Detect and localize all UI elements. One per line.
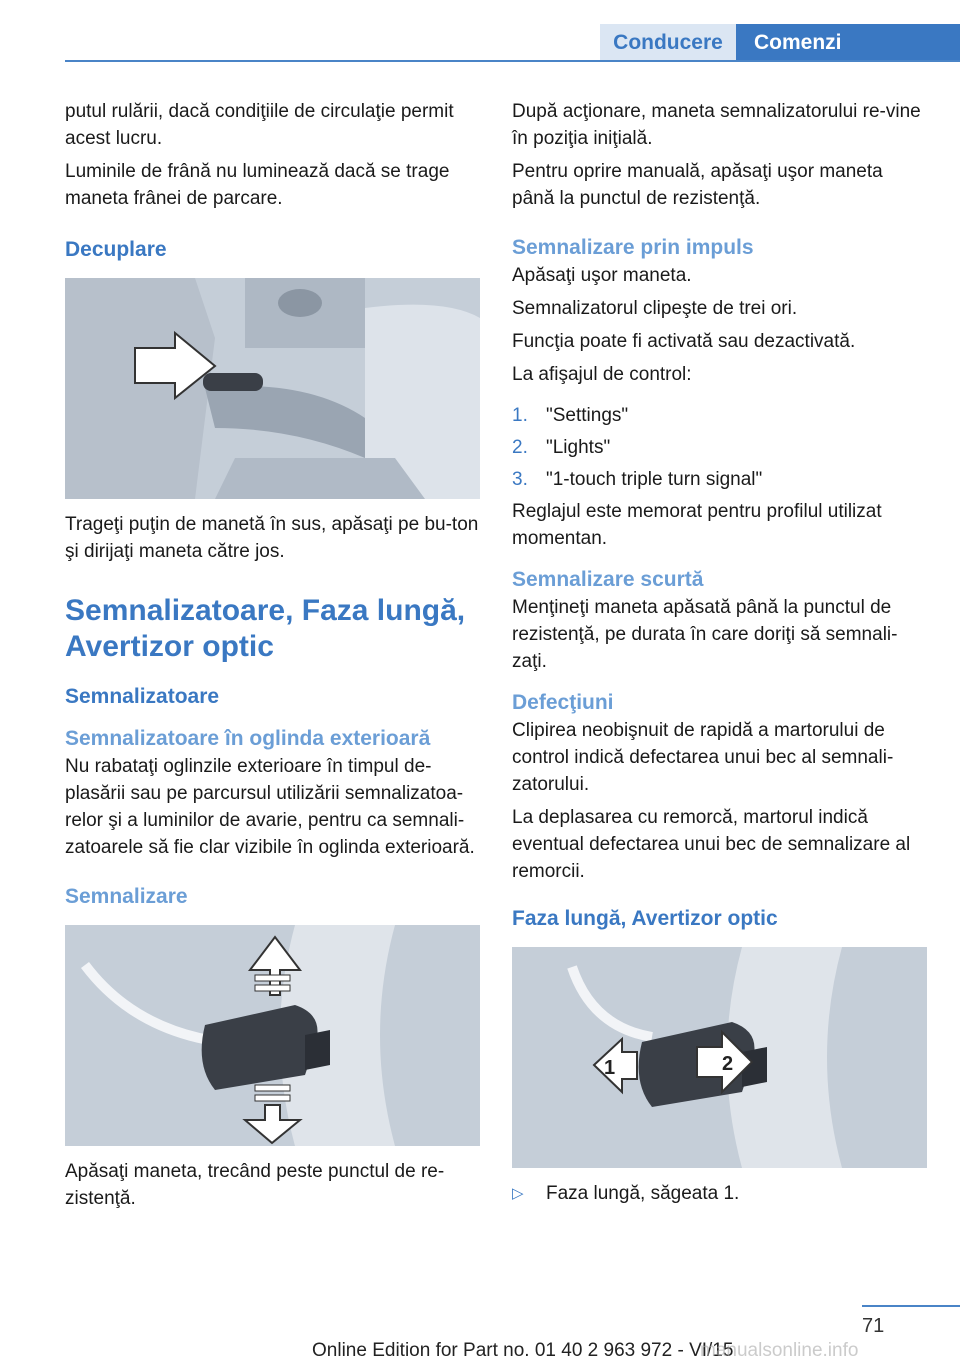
list-text: "Settings" (546, 405, 629, 426)
list-item (512, 466, 930, 493)
parking-brake-illustration (65, 278, 480, 499)
footer-rule (862, 1305, 960, 1307)
paragraph: La afişajul de control: (512, 364, 692, 385)
list-text: "1-touch triple turn signal" (546, 469, 763, 490)
list-text: "Lights" (546, 437, 611, 458)
edition-text: Online Edition for Part no. 01 40 2 963 972 - VI/15 (312, 1340, 734, 1361)
paragraph: La deplasarea cu remorcă, martorul indică eventual defectarea unui bec de semnalizare al remorcii. (512, 807, 911, 882)
heading-defectiuni: Defecţiuni (512, 691, 614, 714)
paragraph: Funcţia poate fi activată sau dezactivată. (512, 331, 856, 352)
paragraph: Menţineţi maneta apăsată până la punctul de rezistenţă, pe durata în care doriţi să semnali-zaţi. (512, 597, 898, 672)
watermark: manualsonline.info (700, 1340, 859, 1361)
paragraph: Apăsaţi uşor maneta. (512, 265, 692, 286)
paragraph: Reglajul este memorat pentru profilul utilizat momentan. (512, 501, 882, 549)
settings-steps-list (512, 402, 930, 493)
list-item (512, 434, 930, 461)
list-number: 2. (512, 437, 528, 458)
paragraph: putul rulării, dacă condiţiile de circulaţie permit acest lucru. (65, 101, 454, 149)
heading-main: Semnalizatoare, Faza lungă, Avertizor optic (65, 594, 466, 663)
paragraph: Luminile de frână nu luminează dacă se trage maneta frânei de parcare. (65, 161, 450, 209)
heading-oglinda: Semnalizatoare în oglinda exterioară (65, 727, 431, 750)
heading-faza: Faza lungă, Avertizor optic (512, 907, 778, 930)
list-number: 3. (512, 469, 528, 490)
heading-impuls: Semnalizare prin impuls (512, 236, 754, 259)
paragraph: Clipirea neobişnuit de rapidă a martorului de control indică defectarea unui bec al semnali-zatorului. (512, 720, 894, 795)
paragraph: Pentru oprire manuală, apăsaţi uşor maneta până la punctul de rezistenţă. (512, 161, 883, 209)
turn-signal-illustration (65, 925, 480, 1146)
arrow-2-label: 2 (722, 1053, 734, 1075)
heading-scurta: Semnalizare scurtă (512, 568, 704, 591)
high-beam-illustration (512, 947, 927, 1168)
list-item (512, 402, 930, 429)
page-number: 71 (862, 1315, 885, 1337)
paragraph: Nu rabataţi oglinzile exterioare în timpul de-plasării sau pe parcursul utilizării semnalizatoa-relor şi a luminilor de avarie, pentru ca semnali-zatoarele să fie clar vizibile în oglinda exterioară. (65, 756, 475, 858)
right-column (512, 98, 930, 1207)
heading-decuplare: Decuplare (65, 238, 167, 261)
tab-comenzi[interactable]: Comenzi (736, 24, 960, 60)
bullet-text: Faza lungă, săgeata 1. (546, 1183, 740, 1204)
header-rule (65, 60, 960, 62)
paragraph: Apăsaţi maneta, trecând peste punctul de re-zistenţă. (65, 1161, 445, 1209)
triangle-bullet-icon: ▷ (512, 1185, 524, 1202)
paragraph: Semnalizatorul clipeşte de trei ori. (512, 298, 798, 319)
paragraph: Trageţi puţin de manetă în sus, apăsaţi pe bu-ton şi dirijaţi maneta către jos. (65, 514, 479, 562)
arrow-1-label: 1 (604, 1057, 616, 1079)
heading-semnalizatoare: Semnalizatoare (65, 685, 220, 708)
bullet-item (512, 1180, 930, 1207)
tab-conducere[interactable]: Conducere (600, 24, 736, 60)
list-number: 1. (512, 405, 528, 426)
left-column (65, 98, 483, 1218)
heading-semnalizare: Semnalizare (65, 885, 188, 908)
paragraph: După acţionare, maneta semnalizatorului re-vine în poziţia iniţială. (512, 101, 921, 149)
